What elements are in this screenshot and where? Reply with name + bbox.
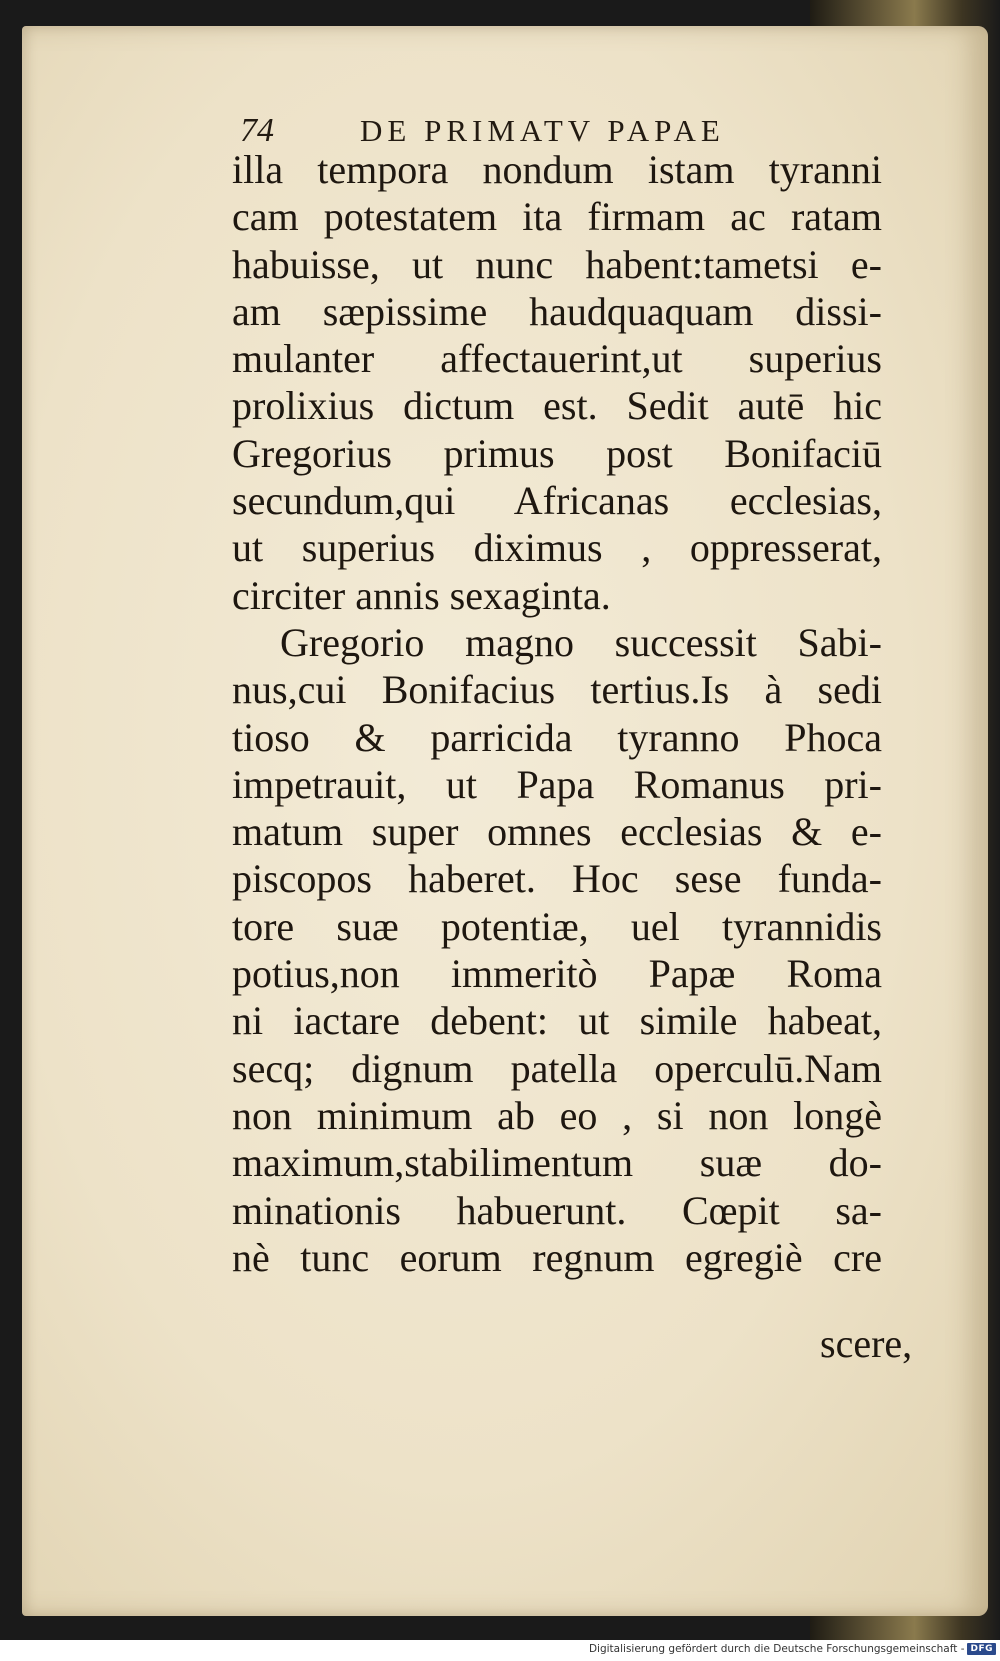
text-line: illa tempora nondum istam tyranni <box>232 147 882 192</box>
text-line: habuisse, ut nunc habent:tametsi e- <box>232 241 882 287</box>
text-line: minationis habuerunt. Cœpit sa- <box>232 1187 882 1233</box>
text-line: circiter annis sexaginta. <box>232 572 611 618</box>
text-line: piscopos haberet. Hoc sese funda- <box>232 856 882 902</box>
text-block <box>232 146 882 1281</box>
text-line: maximum,stabilimentum suæ do- <box>232 1140 882 1186</box>
text-line: Gregorius primus post Bonifaciū <box>232 430 882 476</box>
running-title: DE PRIMATV PAPAE <box>360 113 725 148</box>
text-line: ni iactare debent: ut simile habeat, <box>232 998 882 1044</box>
text-line: mulanter affectauerint,ut superius <box>232 336 882 382</box>
text-line: potius,non immeritò Papæ Roma <box>232 951 882 997</box>
text-line: prolixius dictum est. Sedit autē hic <box>232 383 882 429</box>
text-line: secundum,qui Africanas ecclesias, <box>232 478 882 524</box>
text-line: non minimum ab eo , si non longè <box>232 1092 882 1138</box>
text-line: secq; dignum patella operculū.Nam <box>232 1045 882 1091</box>
text-line: tioso & parricida tyranno Phoca <box>232 714 882 760</box>
text-line: tore suæ potentiæ, uel tyrannidis <box>232 903 882 949</box>
text-line: Gregorio magno successit Sabi- <box>280 619 882 665</box>
text-line: nus,cui Bonifacius tertius.Is à sedi <box>232 667 882 713</box>
text-line: ut superius diximus , oppresserat, <box>232 525 882 571</box>
footer-credit <box>589 1643 996 1655</box>
text-line: am sæpissime haudquaquam dissi- <box>232 288 882 334</box>
text-line: nè tunc eorum regnum egregiè cre <box>232 1234 882 1280</box>
catchword: scere, <box>820 1321 913 1366</box>
running-head <box>240 112 800 150</box>
funding-credit-text: Digitalisierung gefördert durch die Deutsche Forschungsgemeinschaft - <box>588 1643 965 1655</box>
text-line: impetrauit, ut Papa Romanus pri- <box>232 761 882 807</box>
text-line: cam potestatem ita firmam ac ratam <box>232 194 882 240</box>
text-line: matum super omnes ecclesias & e- <box>232 809 882 855</box>
page-number: 74 <box>240 112 274 149</box>
dfg-logo: DFG <box>967 1643 996 1655</box>
